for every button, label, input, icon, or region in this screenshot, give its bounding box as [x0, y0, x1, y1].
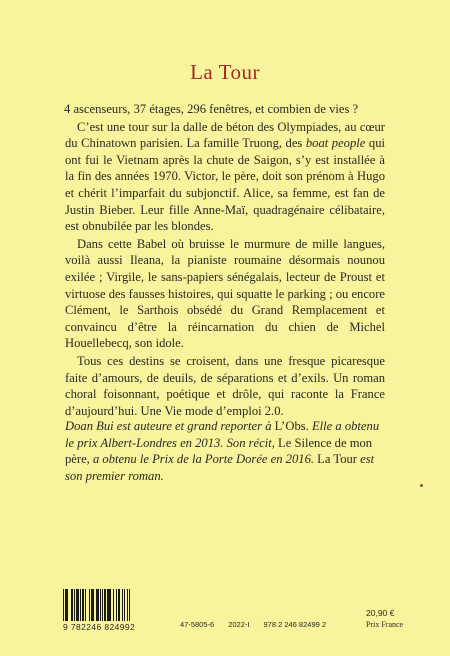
code-2: 2022-I	[228, 620, 250, 629]
print-mark	[420, 484, 423, 487]
barcode-digits: 9 782246 824992	[63, 622, 136, 632]
blurb	[65, 101, 385, 419]
book-title: La Tour	[190, 60, 260, 84]
bio-s6: La Tour	[317, 452, 357, 467]
bio-s3: Elle a obtenu le prix Albert-Londres en 2013. Son récit,	[65, 419, 380, 450]
barcode-bars	[63, 589, 153, 621]
price: 20,90 €	[366, 608, 395, 618]
blurb-paragraph-2	[65, 119, 385, 235]
blurb-paragraph-1: 4 ascenseurs, 37 étages, 296 fenêtres, et combien de vies ?	[64, 102, 359, 116]
bio-s4: Le Silence de mon père,	[65, 435, 373, 467]
price-block	[366, 608, 403, 629]
code-1: 47-5805-6	[180, 620, 215, 629]
bio-s5: a obtenu le Prix de la Porte Dorée en 2016.	[89, 452, 318, 467]
blurb-p2-b: qui ont fui le Vietnam après la chute de Saigon, s’y est installée à la fin des années 1970. Victor, le père, doit son prénom à Hugo et chérit l’imparfait du subjonctif. Alice, sa femme, est fan de Justin Bieber. Leur fille Anne-Maï, quadragénaire célibataire, est obnubilée par les blondes.	[65, 136, 385, 234]
bio-s1: Doan Bui est auteure et grand reporter à	[65, 419, 275, 433]
blurb-p2-a: C’est une tour sur la dalle de béton des Olympiades, au cœur du Chinatown parisien. La famille Truong, des	[65, 119, 385, 151]
blurb-paragraph-3: Dans cette Babel où bruisse le murmure de mille langues, voilà aussi Ileana, la pianiste roumaine désormais nounou exilée ; Virgile, le sans-papiers sénégalais, lecteur de Proust et virtuose des fausses histoires, qui squatte le parking ; ou encore Clément, le Sarthois obsédé du Grand Remplacement et convaincu d’être la réincarnation du chien de Michel Houellebecq, son idole.	[65, 236, 386, 351]
blurb-p2-emphasis: boat people	[305, 136, 366, 151]
bio-s2: L’Obs.	[274, 419, 309, 433]
publisher-codes	[180, 620, 340, 629]
isbn: 978 2 246 82499 2	[263, 620, 327, 629]
price-label: Prix France	[366, 620, 404, 629]
barcode-bar	[130, 589, 131, 621]
barcode	[63, 589, 153, 633]
bio-s7: est son premier roman.	[65, 452, 375, 483]
blurb-paragraph-4: Tous ces destins se croisent, dans une fresque picaresque faite d’amours, de deuils, de séparations et d’exils. Un roman choral foisonnant, poétique et drôle, qui raconte la France d’aujourd’hui. Une Vie mode d’emploi 2.0.	[65, 353, 385, 418]
author-bio	[65, 418, 385, 484]
